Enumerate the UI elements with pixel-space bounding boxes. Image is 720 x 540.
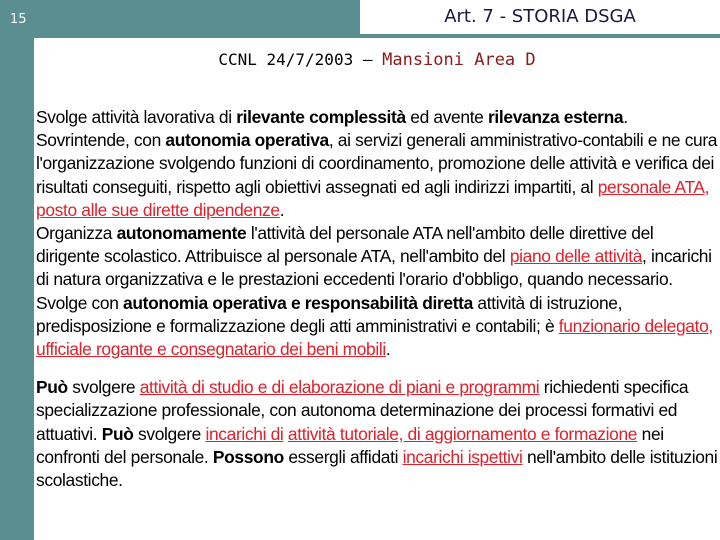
top-left-band <box>0 0 360 38</box>
highlighted-term: attività tutoriale, di aggiornamento e formazione <box>287 423 638 444</box>
text-segment: . <box>279 199 285 220</box>
text-segment: , ai servizi generali amministrativo-contabili e ne cura l'organizzazione svolgendo funzioni di coordinamento, promozione delle attività e verifica dei risultati conseguiti, rispetto agli obiettivi assegnati ed agli indirizzi impartiti, al <box>36 130 718 197</box>
slide-subtitle <box>34 50 720 70</box>
highlighted-term: attività di studio e di elaborazione di piani e programmi <box>139 377 540 398</box>
text-segment: essergli affidati <box>283 446 403 467</box>
bold-text: autonomia operativa <box>165 130 329 151</box>
slide-title: Art. 7 - STORIA DSGA <box>444 6 636 27</box>
text-segment: svolgere <box>133 423 206 444</box>
bold-text: autonomamente <box>116 223 247 244</box>
text-segment: nei confronti del personale. <box>36 423 664 467</box>
highlighted-term: incarichi ispettivi <box>402 446 523 467</box>
paragraph-gap <box>36 361 718 376</box>
highlighted-term: incarichi di <box>205 423 284 444</box>
highlighted-term: personale ATA, posto alle sue dirette dipendenze <box>36 176 710 220</box>
bold-text: autonomia operativa e responsabilità diretta <box>123 292 473 313</box>
text-segment: Svolge attività lavorativa di <box>36 107 237 127</box>
text-segment: . Sovrintende, con <box>36 107 628 151</box>
highlighted-term: funzionario delegato, ufficiale rogante e consegnatario dei beni mobili <box>36 315 713 360</box>
content-panel <box>34 84 720 540</box>
text-segment: nell'ambito delle istituzioni scolastiche. <box>36 446 718 491</box>
bold-text: Possono <box>212 446 284 467</box>
paragraph-2 <box>36 222 718 292</box>
paragraph-4 <box>36 376 718 492</box>
subtitle-accent: Mansioni Area D <box>382 50 536 70</box>
left-sidebar-band <box>0 0 34 540</box>
bold-text: Può <box>101 423 134 444</box>
paragraph-1 <box>36 106 718 222</box>
title-box <box>360 0 720 38</box>
text-segment: svolgere <box>67 377 140 398</box>
text-segment: attività di istruzione, predisposizione e formalizzazione degli atti amministrativi e contabili; è <box>36 292 623 336</box>
body-text <box>36 106 718 492</box>
paragraph-3 <box>36 292 718 362</box>
text-segment: , incarichi di natura organizzativa e le prestazioni eccedenti l'orario d'obbligo, quando necessario. <box>36 246 712 290</box>
subtitle-prefix: CCNL 24/7/2003 – <box>218 50 383 69</box>
text-segment: richiedenti specifica specializzazione professionale, con autonoma determinazione dei processi formativi ed attuativi. <box>36 377 689 444</box>
highlighted-term: piano delle attività <box>509 246 643 267</box>
text-segment: Organizza <box>36 223 117 244</box>
text-segment: ed avente <box>405 107 488 127</box>
text-segment: . <box>385 339 391 360</box>
text-segment: Svolge con <box>36 292 124 313</box>
slide-number: 15 <box>10 12 27 27</box>
bold-text: Può <box>36 377 68 398</box>
bold-text: rilevante complessità <box>236 107 406 127</box>
bold-text: rilevanza esterna <box>488 107 624 127</box>
text-segment: l'attività del personale ATA nell'ambito delle direttive del dirigente scolastico. Attribuisce al personale ATA, nell'ambito del <box>36 223 654 267</box>
